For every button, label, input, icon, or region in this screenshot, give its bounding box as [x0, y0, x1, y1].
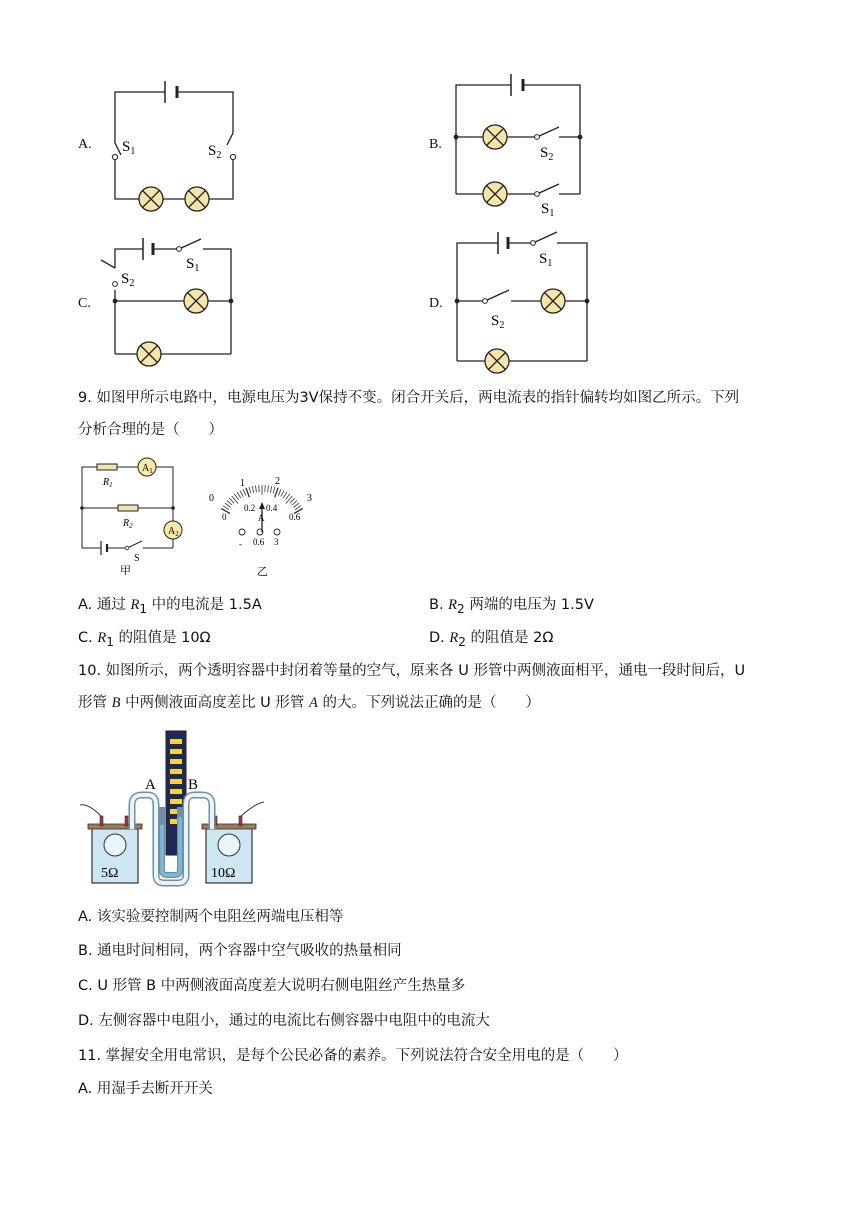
question-9-line1: 9. 如图甲所示电路中，电源电压为3V保持不变。闭合开关后，两电流表的指针偏转均如图乙所示。下列 [78, 390, 740, 406]
inner-tick-2: 0.4 [266, 503, 278, 513]
resistor-r1-label: $R_1$ [103, 477, 113, 489]
ammeter-dial-yi [200, 470, 325, 578]
dial-tick [295, 506, 301, 510]
q9-choice-b[interactable]: B. $R_2$ 两端的电压为 1.5V [429, 597, 594, 616]
dial-tick [292, 501, 297, 506]
switch-s1-label: $S_1$ [186, 256, 200, 274]
dial-tick [294, 503, 300, 507]
question-10-line1: 10. 如图所示，两个透明容器中封闭着等量的空气，原来各 U 形管中两侧液面相平，通电一段时间后，U [78, 663, 746, 679]
question-10-text [78, 655, 798, 719]
inner-tick-1: 0.2 [244, 503, 256, 513]
terminal-negative: - [239, 539, 242, 549]
inner-tick-0: 0 [222, 512, 227, 522]
option-a-label: A. [78, 137, 92, 152]
dial-tick [273, 487, 275, 494]
switch-s2-label: $S_2$ [540, 145, 554, 163]
dial-tick [249, 487, 251, 494]
dial-tick [252, 486, 253, 493]
circuit-diagram-jia [75, 455, 185, 575]
u-tube-apparatus-figure [78, 725, 273, 890]
terminal-0-6: 0.6 [253, 537, 265, 547]
dial-tick [275, 488, 278, 497]
switch-s1-label: $S_1$ [539, 251, 553, 269]
dial-tick [237, 492, 241, 498]
tube-a-label: A [145, 777, 156, 793]
q9-choice-d[interactable]: D. $R_2$ 的阻值是 2Ω [429, 630, 554, 649]
terminal-3: 3 [274, 537, 279, 547]
dial-tick [225, 503, 231, 507]
question-10-line2: 形管 B 中两侧液面高度差比 U 形管 A 的大。下列说法正确的是（ ） [78, 695, 540, 711]
q9-choice-c[interactable]: C. $R_1$ 的阻值是 10Ω [78, 630, 211, 649]
dial-tick [232, 496, 238, 504]
circuit-diagram-d [445, 226, 605, 376]
question-11-text: 11. 掌握安全用电常识，是每个公民必备的素养。下列说法符合安全用电的是（ ） [78, 1048, 628, 1064]
switch-s2-label: $S_2$ [121, 271, 135, 289]
outer-tick-0: 0 [209, 493, 214, 504]
question-9-line2: 分析合理的是（ ） [78, 422, 223, 438]
figure-yi-caption: 乙 [257, 566, 268, 578]
dial-tick [278, 489, 281, 495]
question-9-text [78, 382, 798, 446]
circuit-diagram-a [95, 75, 255, 215]
q11-choice-a[interactable]: A. 用湿手去断开开关 [78, 1081, 213, 1097]
meter-unit: A [258, 513, 265, 523]
right-resistor-label: 10Ω [211, 866, 236, 881]
circuit-diagram-c [95, 230, 245, 370]
switch-label: S [134, 553, 140, 564]
dial-tick [255, 485, 256, 492]
dial-tick [240, 491, 243, 497]
switch-s2-label: $S_2$ [491, 313, 505, 331]
q10-choice-b[interactable]: B. 通电时间相同，两个容器中空气吸收的热量相同 [78, 943, 402, 959]
inner-tick-3: 0.6 [289, 512, 301, 522]
outer-tick-1: 1 [240, 478, 245, 489]
ammeter-a2-label: $A_2$ [168, 526, 179, 538]
switch-s1-label: $S_1$ [541, 201, 555, 219]
q10-choice-c[interactable]: C. U 形管 B 中两侧液面高度差大说明右侧电阻丝产生热量多 [78, 978, 466, 994]
circuit-diagram-b [445, 68, 595, 223]
ammeter-a1-label: $A_1$ [142, 463, 153, 475]
dial-tick [227, 501, 232, 506]
option-b-label: B. [429, 137, 442, 152]
dial-tick [290, 498, 295, 503]
dial-tick [281, 491, 284, 497]
outer-tick-3: 3 [307, 493, 312, 504]
option-d-label: D. [429, 296, 443, 311]
dial-tick [246, 488, 249, 497]
q10-choice-d[interactable]: D. 左侧容器中电阻小，通过的电流比右侧容器中电阻中的电流大 [78, 1013, 490, 1029]
dial-tick [283, 492, 287, 498]
resistor-r2-label: $R_2$ [123, 518, 133, 530]
left-resistor-label: 5Ω [101, 866, 119, 881]
dial-tick [270, 486, 271, 493]
q10-choice-a[interactable]: A. 该实验要控制两个电阻丝两端电压相等 [78, 909, 344, 925]
option-c-label: C. [78, 296, 91, 311]
dial-tick [286, 494, 290, 500]
outer-tick-2: 2 [275, 476, 280, 487]
switch-s1-label: $S_1$ [122, 139, 136, 157]
dial-tick [223, 506, 229, 510]
switch-s2-label: $S_2$ [208, 143, 222, 161]
tube-b-label: B [188, 777, 199, 793]
figure-jia-caption: 甲 [120, 565, 131, 575]
q9-choice-a[interactable]: A. 通过 $R_1$ 中的电流是 1.5A [78, 597, 262, 616]
dial-tick [234, 494, 238, 500]
dial-tick [243, 489, 246, 495]
dial-tick [268, 485, 269, 492]
dial-tick [286, 496, 292, 504]
dial-tick [229, 498, 234, 503]
